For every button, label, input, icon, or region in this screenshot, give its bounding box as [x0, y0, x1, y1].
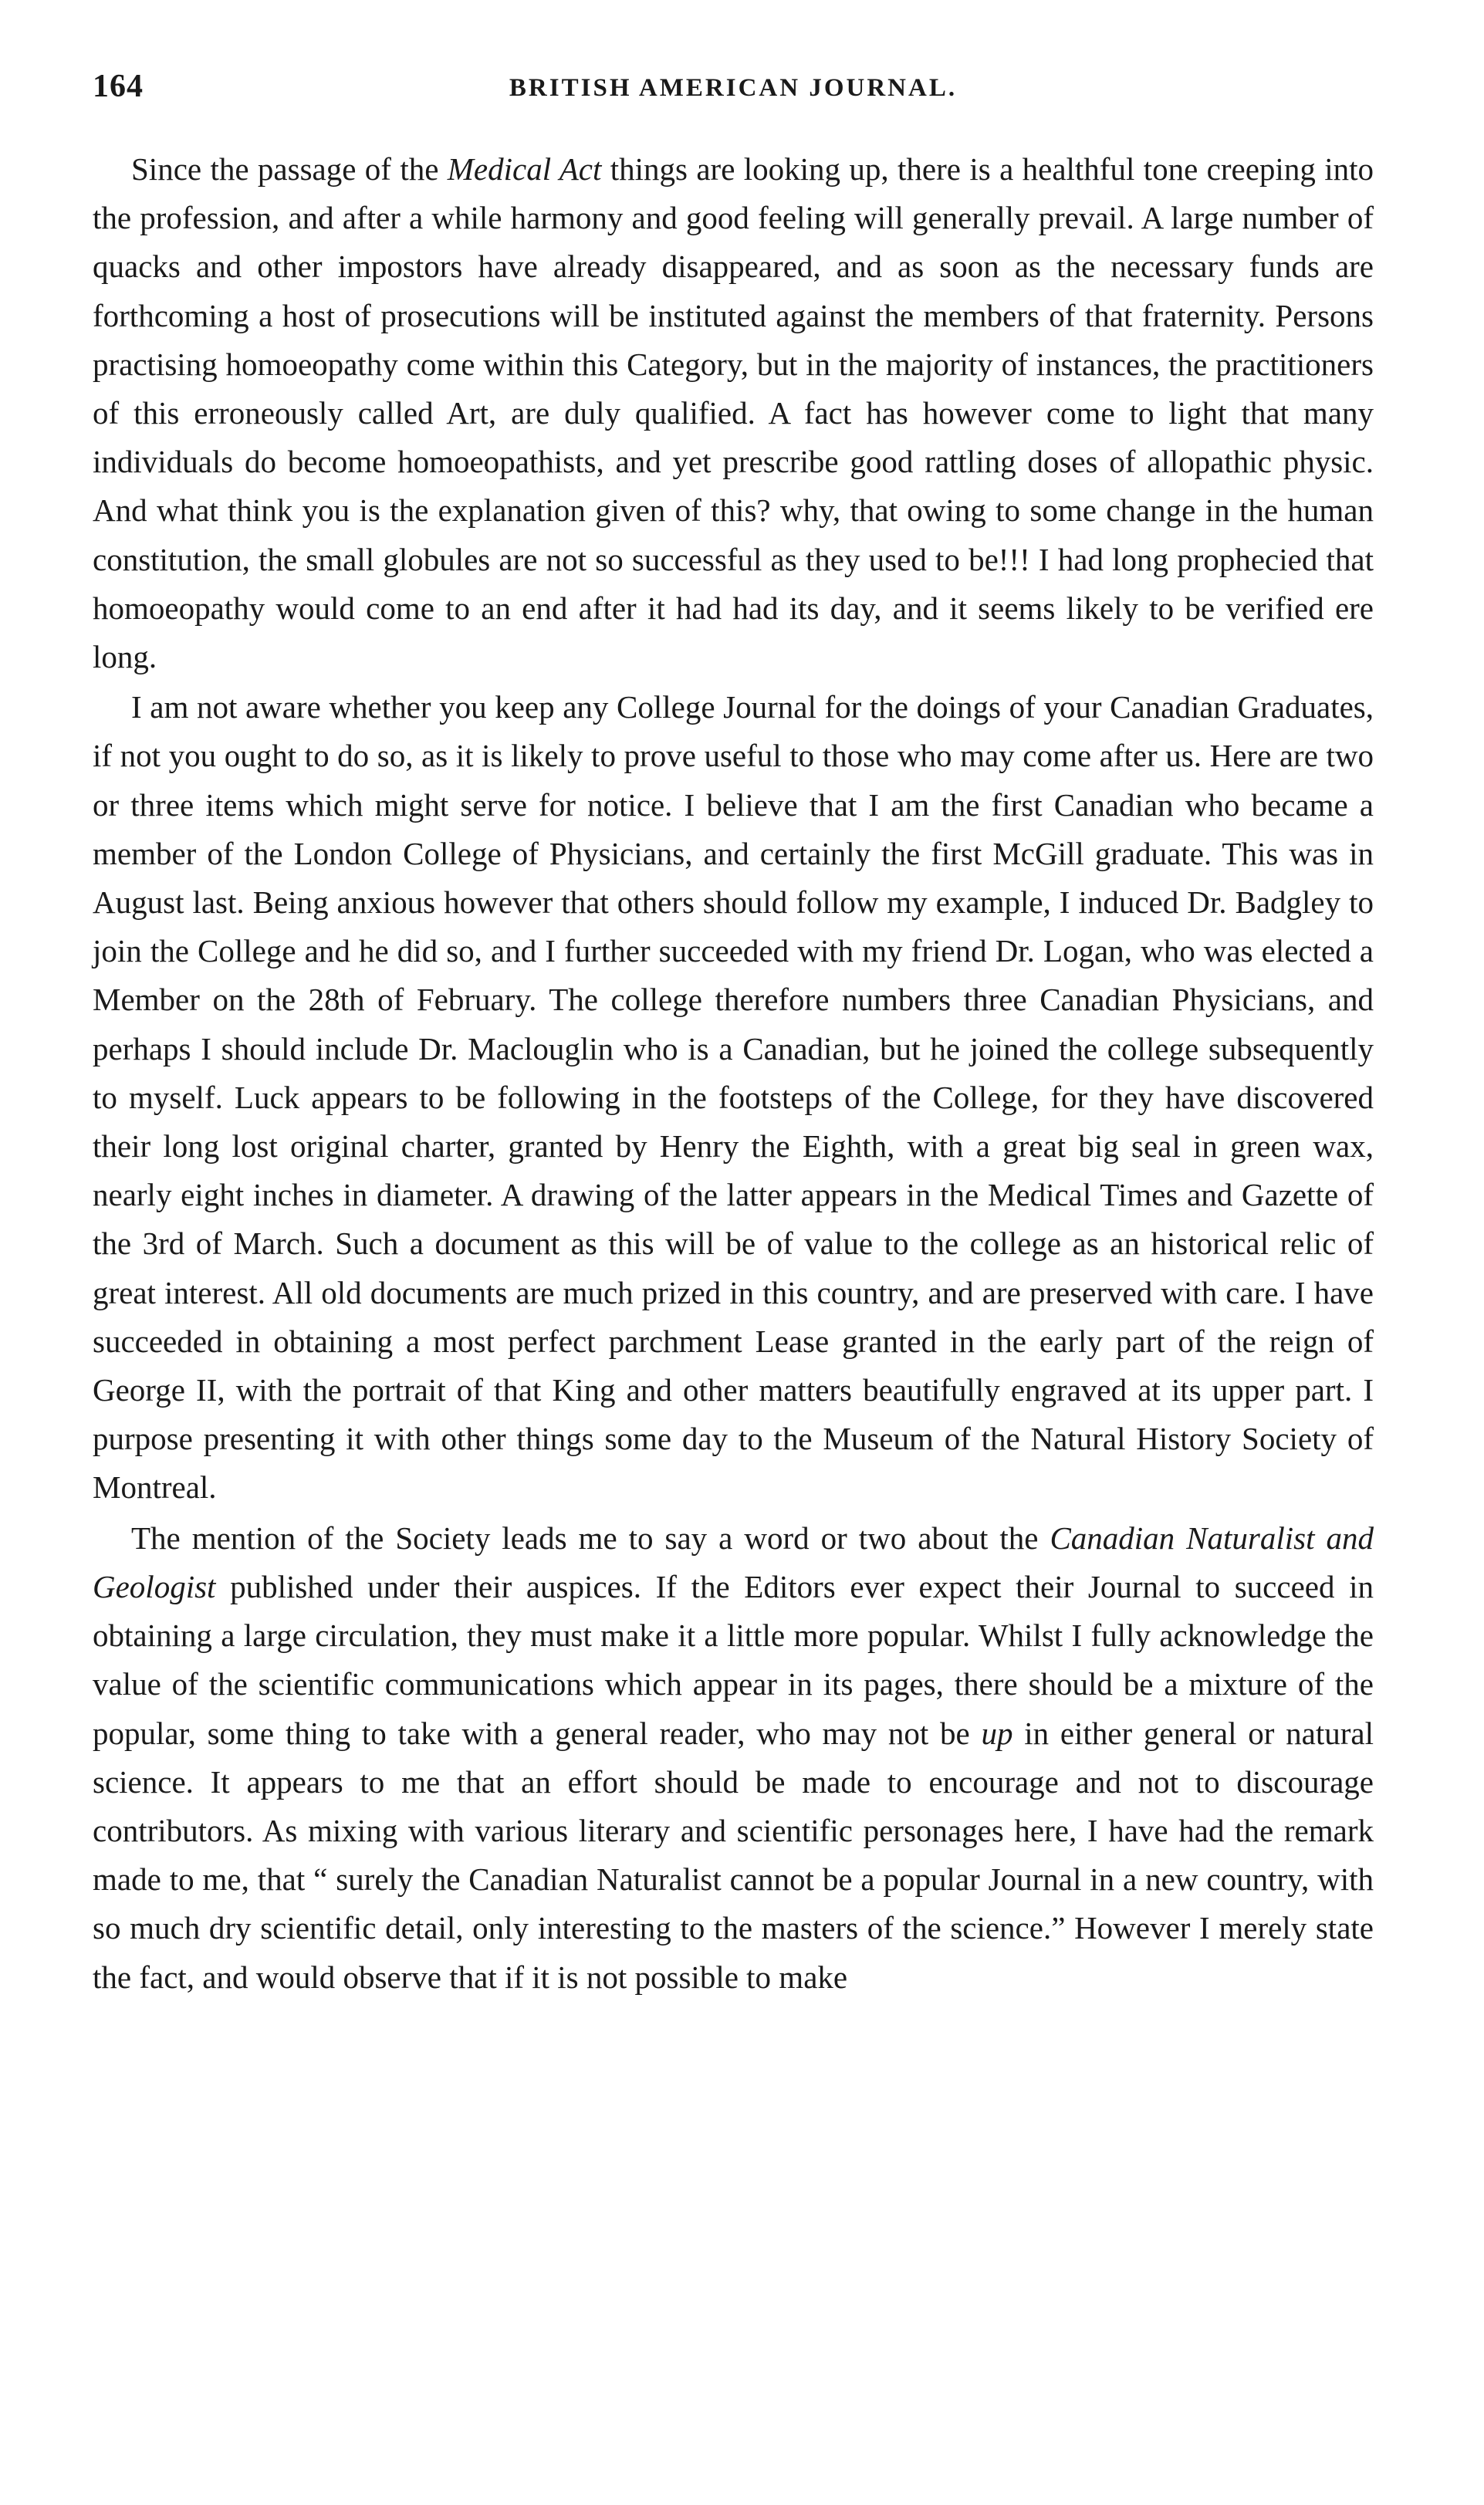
- paragraph-text: in either general or natural science. It appears to me that an effort should be made to encourage and not to discourage contributors. As mixing with various literary and scientific personages here, I have had the remark made to me, that “ surely the Canadian Naturalist cannot be a popular Journal in a new country, with so much dry scientific detail, only interesting to the masters of the science.” However I merely state the fact, and would observe that if it is not possible to make: [93, 1715, 1374, 1995]
- italic-up: up: [981, 1715, 1013, 1751]
- paragraph-text: The mention of the Society leads me to say a word or two about the: [131, 1520, 1050, 1556]
- page-number: 164: [93, 69, 144, 104]
- paragraph-text: things are looking up, there is a healthful tone creeping into the profession, and after a while harmony and good feeling will generally prevail. A large number of quacks and other impostors have already disappeared, and as soon as the necessary funds are forthcoming a host of prosecutions will be instituted against the members of that fraternity. Persons practising homoeopathy come within this Category, but in the majority of instances, the practitioners of this erroneously called Art, are duly qualified. A fact has however come to light that many individuals do become homoeopathists, and yet prescribe good rattling doses of allopathic physic. And what think you is the explanation given of this? why, that owing to some change in the human constitution, the small globules are not so successful as they used to be!!! I had long prophecied that homoeopathy would come to an end after it had had its day, and it seems likely to be verified ere long.: [93, 151, 1374, 675]
- paragraph-canadian-naturalist: [93, 1514, 1374, 2002]
- paragraph-medical-act: [93, 145, 1374, 681]
- italic-medical-act: Medical Act: [447, 151, 602, 187]
- running-head: [93, 68, 1374, 114]
- article-body: [93, 145, 1374, 2002]
- paragraph-text: published under their auspices. If the Editors ever expect their Journal to succeed in obtaining a large circulation, they must make it a little more popular. Whilst I fully acknowledge the value of the scientific communications which appear in its pages, there should be a mixture of the popular, some thing to take with a general reader, who may not be: [93, 1568, 1374, 1751]
- paragraph-text: I am not aware whether you keep any College Journal for the doings of your Canadian Graduates, if not you ought to do so, as it is likely to prove useful to those who may come after us. Here are two or three items which might serve for notice. I believe that I am the first Canadian who became a member of the London College of Physicians, and certainly the first McGill graduate. This was in August last. Being anxious however that others should follow my example, I induced Dr. Badgley to join the College and he did so, and I further succeeded with my friend Dr. Logan, who was elected a Member on the 28th of February. The college therefore numbers three Canadian Physicians, and perhaps I should include Dr. Maclouglin who is a Canadian, but he joined the college subsequently to myself. Luck appears to be following in the footsteps of the College, for they have discovered their long lost original charter, granted by Henry the Eighth, with a great big seal in green wax, nearly eight inches in diameter. A drawing of the latter appears in the Medical Times and Gazette of the 3rd of March. Such a document as this will be of value to the college as an historical relic of great interest. All old documents are much prized in this country, and are preserved with care. I have succeeded in obtaining a most perfect parchment Lease granted in the early part of the reign of George II, with the portrait of that King and other matters beautifully engraved at its upper part. I purpose presenting it with other things some day to the Museum of the Natural History Society of Montreal.: [93, 689, 1374, 1506]
- journal-title: BRITISH AMERICAN JOURNAL.: [509, 74, 958, 102]
- paragraph-text: Since the passage of the: [131, 151, 448, 187]
- paragraph-college-journal: [93, 683, 1374, 1512]
- italic-journal-name: Canadian Naturalist and Geologist: [93, 1520, 1374, 1604]
- journal-page: [93, 68, 1374, 2002]
